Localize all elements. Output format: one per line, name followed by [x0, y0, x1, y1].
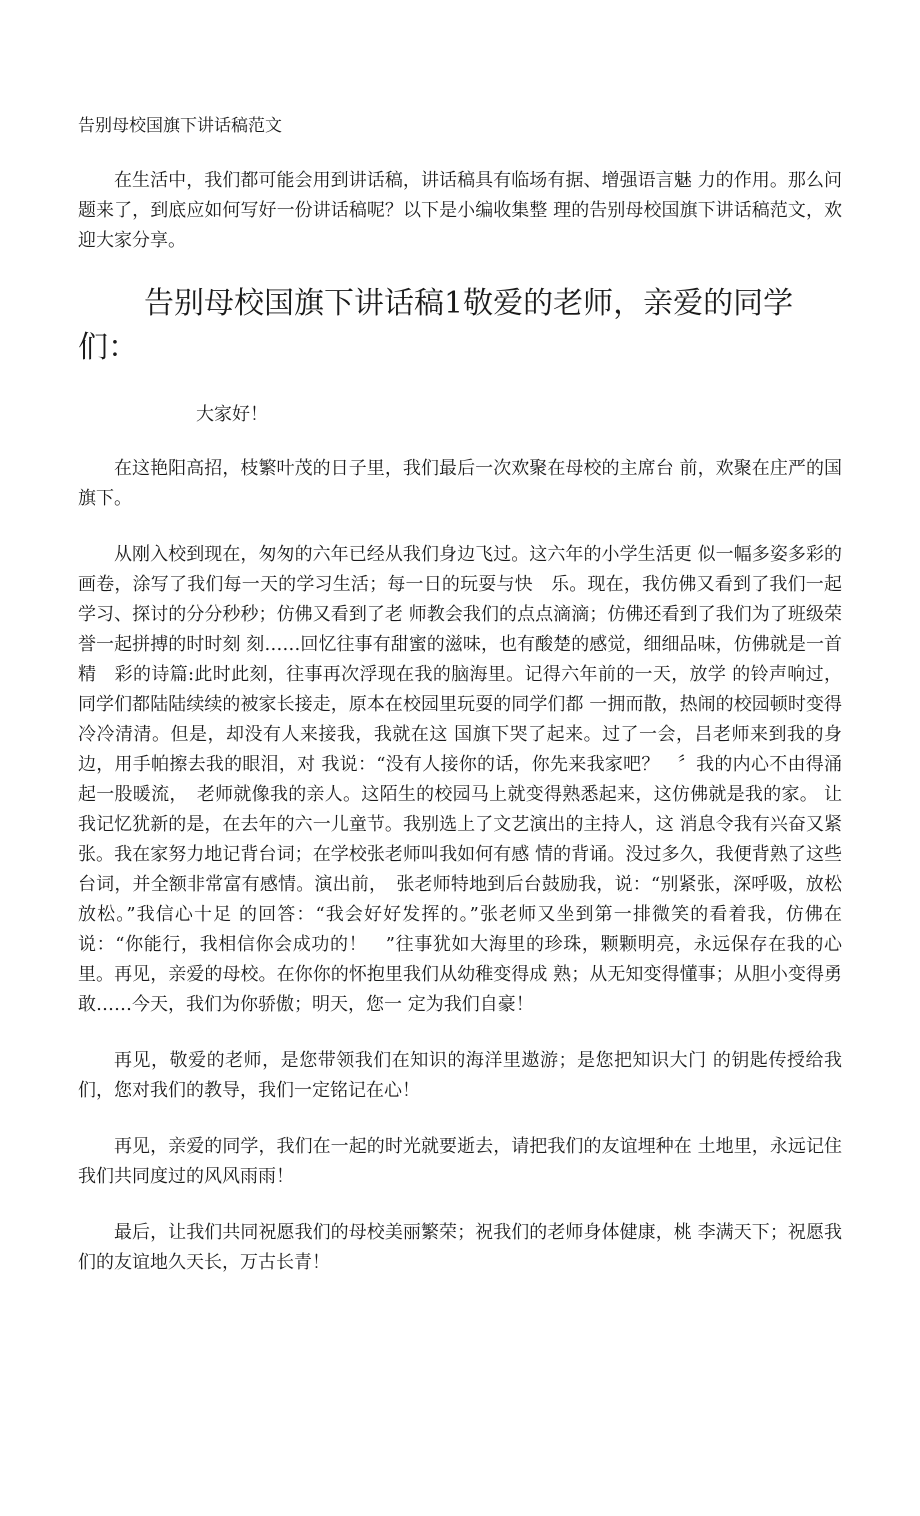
body-paragraph-4: 再见，亲爱的同学，我们在一起的时光就要逝去，请把我们的友谊埋种在 土地里，永远记住我们共同度过的风风雨雨！: [78, 1136, 842, 1187]
body-paragraph-2: 从刚入校到现在，匆匆的六年已经从我们身边飞过。这六年的小学生活更 似一幅多姿多彩的画卷，涂写了我们每一天的学习生活；每一日的玩耍与快 乐。现在，我仿佛又看到了我们一起学习、探讨的分分秒秒；仿佛又看到了老 师教会我们的点点滴滴；仿佛还看到了我们为了班级荣誉一起拼搏的时时刻 刻……回忆往事有甜蜜的滋味，也有酸楚的感觉，细细品味，仿佛就是一首精 彩的诗篇:此时此刻，往事再次浮现在我的脑海里。记得六年前的一天，放学 的铃声响过，同学们都陆陆续续的被家长接走，原本在校园里玩耍的同学们都 一拥而散，热闹的校园顿时变得冷冷清清。但是，却没有人来接我，我就在这 国旗下哭了起来。过了一会，吕老师来到我的身边，用手帕擦去我的眼泪，对 我说：“没有人接你的话，你先来我家吧？ 〞我的内心不由得涌起一股暖流， 老师就像我的亲人。这陌生的校园马上就变得熟悉起来，这仿佛就是我的家。 让我记忆犹新的是，在去年的六一儿童节。我别选上了文艺演出的主持人，这 消息令我有兴奋又紧张。我在家努力地记背台词；在学校张老师叫我如何有感 情的背诵。没过多久，我便背熟了这些台词，并全额非常富有感情。演出前， 张老师特地到后台鼓励我，说：“别紧张，深呼吸，放松放松。”我信心十足 的回答：“我会好好发挥的。”张老师又坐到第一排微笑的看着我，仿佛在 说：“你能行，我相信你会成功的！ ”往事犹如大海里的珍珠，颗颗明亮，永远保存在我的心里。再见，亲爱的母校。在你你的怀抱里我们从幼稚变得成 熟；从无知变得懂事；从胆小变得勇敢……今天，我们为你骄傲；明天，您一 定为我们自豪！: [78, 544, 842, 1015]
section-heading: 告别母校国旗下讲话稿1敬爱的老师，亲爱的同学们：: [78, 286, 794, 365]
body-paragraph-3: 再见，敬爱的老师，是您带领我们在知识的海洋里遨游；是您把知识大门 的钥匙传授给我们，您对我们的教导，我们一定铭记在心！: [78, 1050, 842, 1101]
document-page: [78, 112, 842, 1304]
greeting: 大家好！: [196, 404, 268, 425]
intro-paragraph: 在生活中，我们都可能会用到讲话稿，讲话稿具有临场有据、增强语言魅 力的作用。那么问题来了，到底应如何写好一份讲话稿呢？以下是小编收集整 理的告别母校国旗下讲话稿范文，欢迎大家分享。: [78, 170, 842, 251]
body-paragraph-1: 在这艳阳高招，枝繁叶茂的日子里，我们最后一次欢聚在母校的主席台 前，欢聚在庄严的国旗下。: [78, 458, 842, 509]
body-paragraph-5: 最后，让我们共同祝愿我们的母校美丽繁荣；祝我们的老师身体健康，桃 李满天下；祝愿我们的友谊地久天长，万古长青！: [78, 1222, 842, 1273]
document-title: 告别母校国旗下讲话稿范文: [78, 116, 282, 136]
